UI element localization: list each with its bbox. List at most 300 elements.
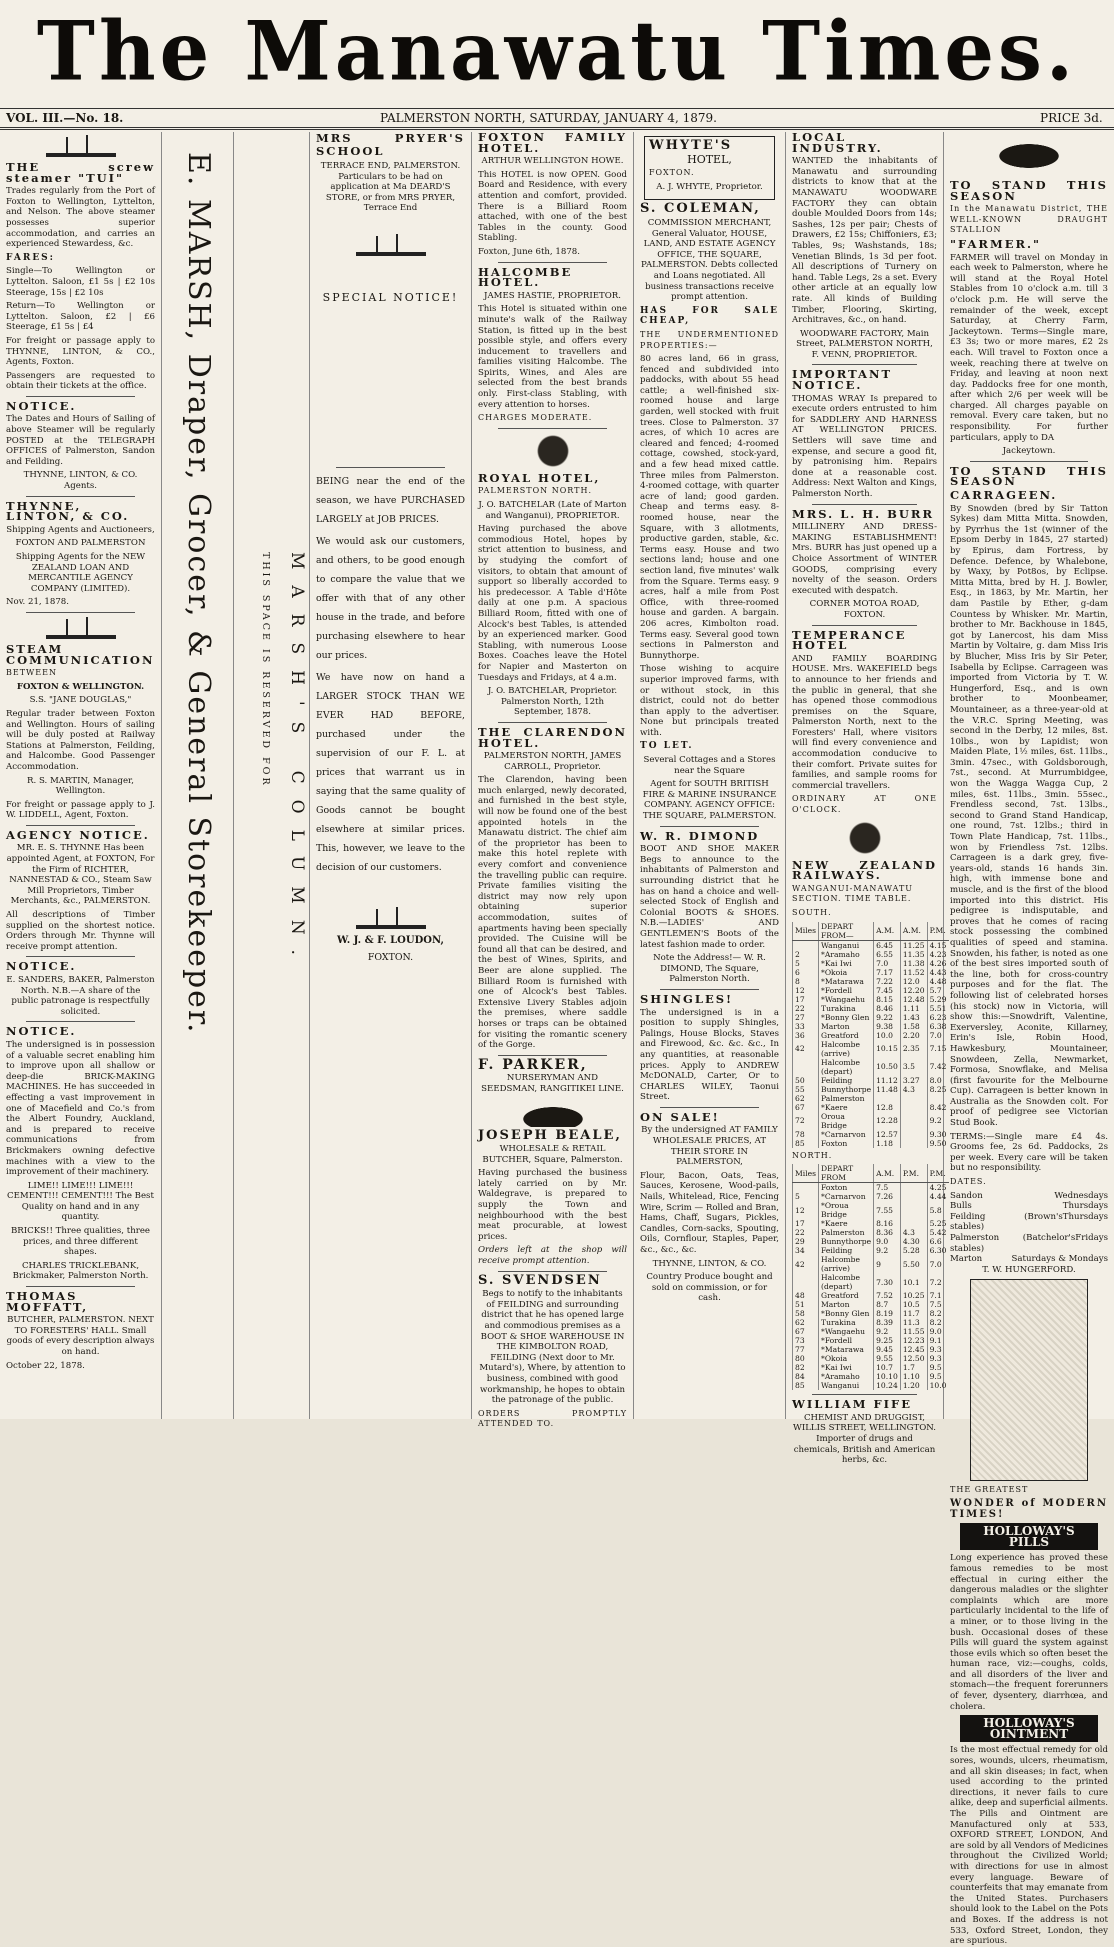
- timetable-cell: *Bonny Glen: [819, 1013, 874, 1022]
- carrageen-heading: TO STAND THIS SEASON: [950, 463, 1108, 489]
- timetable-cell: [874, 1094, 901, 1103]
- timetable-cell: [900, 1139, 927, 1148]
- timetable-cell: 12.50: [900, 1354, 927, 1363]
- whyte-place: FOXTON.: [649, 168, 695, 178]
- timetable-row: [793, 1381, 949, 1390]
- timetable-cell: 11.12: [874, 1076, 901, 1085]
- royal-hotel-place: PALMERSTON NORTH.: [478, 486, 593, 496]
- steam-freight: For freight or passage apply to J. W. LIDDELL, Agent, Foxton.: [6, 799, 155, 821]
- timetable-row: [793, 1237, 949, 1246]
- tui-freight: For freight or passage apply to THYNNE, LINTON, & CO., Agents, Foxton.: [6, 335, 155, 368]
- timetable-cell: 6.23: [927, 1013, 948, 1022]
- dateline: PALMERSTON NORTH, SATURDAY, JANUARY 4, 1879.: [380, 111, 717, 125]
- dates-day: Saturdays & Mondays: [1011, 1254, 1108, 1265]
- timetable-cell: Oroua Bridge: [819, 1112, 874, 1130]
- timetable-cell: Halcombe (arrive): [819, 1255, 874, 1273]
- timetable-cell: 1.20: [900, 1381, 927, 1390]
- timetable-row: [793, 968, 949, 977]
- timetable-row: [793, 1354, 949, 1363]
- steamer-icon: [36, 135, 126, 159]
- timetable-cell: 6.38: [927, 1022, 948, 1031]
- beale-body: Having purchased the business lately carried on by Mr. Waldegrave, is prepared to supply the Town and neighbourhood with the best meat procurable, at lowest prices.: [478, 1168, 627, 1242]
- timetable-cell: [793, 940, 819, 950]
- timetable-cell: Marton: [819, 1300, 874, 1309]
- timetable-cell: 4.30: [900, 1237, 927, 1246]
- timetable-row: [793, 1327, 949, 1336]
- timetable-cell: 7.26: [874, 1192, 901, 1201]
- column-4: [310, 132, 472, 1419]
- clarendon-proprietor: PALMERSTON NORTH, JAMES CARROLL, Proprietor.: [483, 751, 622, 772]
- timetable-header-cell: P.M.: [927, 922, 948, 941]
- timetable-cell: 7.30: [874, 1273, 901, 1291]
- notice-body: The Dates and Hours of Sailing of above Steamer will be regularly POSTED at the TELEGRAPH OFFICES of Palmerston, Sandon and Feilding.: [6, 414, 155, 467]
- steam-between: BETWEEN: [6, 668, 57, 678]
- shingles-heading: SHINGLES!: [640, 991, 734, 1006]
- agency-heading: AGENCY NOTICE.: [6, 827, 150, 842]
- tui-passengers: Passengers are requested to obtain their tickets at the office.: [6, 370, 155, 392]
- holloway-caption: THE GREATEST: [950, 1485, 1029, 1495]
- steam-signature: R. S. MARTIN, Manager, Wellington.: [27, 775, 134, 797]
- timetable-cell: 8.2: [927, 1318, 948, 1327]
- farmer-body: FARMER will travel on Monday in each week to Palmerston, where he will stand at the Royal Hotel Stables from 10 o'clock a.m. till 3 o'clock p.m. He will serve the remainder of the week, except Saturday, at Cherry Farm, Jackeytown. Terms—Single mare, £3 3s; two or more mares, £2 2s each. Will travel to Foxton once a week, reaching there at twelve on Friday, and leaving at noon next day. Paddocks free for one month, after which 2/6 per week will be charged. All charges payable on removal. Every care taken, but no responsibility. For further particulars, apply to DA: [950, 252, 1108, 443]
- bricks-notice: BRICKS!! Three qualities, three prices, and three different shapes.: [10, 1226, 151, 1258]
- royal-hotel-body: Having purchased the above commodious Hotel, hopes by strict attention to business, and by studying the comfort of visitors, to obtain that amount of support so liberally accorded to his predecessor. A Table d'Hôte daily at one p.m. A spacious Billiard Room, fitted with one of Alcock's best Tables, is attended by an experienced marker. Good Stabling, with numerous Loose Boxes. Coaches leave the Hotel for Napier and Masterton on Tuesdays and Fridays, at 4 a.m.: [478, 524, 627, 683]
- timetable-cell: 2: [793, 950, 819, 959]
- fares-return: Return—To Wellington or Lyttelton. Saloon, £2 | £6 Steerage, £1 5s | £4: [6, 301, 155, 333]
- fares-heading: FARES:: [6, 252, 56, 263]
- timetable-row: [793, 1318, 949, 1327]
- royal-crest-icon: [835, 820, 895, 856]
- timetable-cell: 7.0: [927, 1031, 948, 1040]
- clarendon-body: The Clarendon, having been much enlarged, newly decorated, and furnished in the best style, will now be found one of the best appointed hotels in the Manawatu district. The chief aim of the proprietor has been to make this hotel replete with every comfort and convenience the travelling public can require. Private families visiting the district may now rely upon obtaining superior accommodation, suites of apartments having been specially provided. The Cuisine will be found all that can be desired, and the best of Wines, Spirits, and Beer are alone supplied. The Billiard Room is furnished with one of Alcock's best Tables. Extensive Livery Stables adjoin the premises, where saddle horses or traps can be obtained for visiting the romantic scenery of the Gorge.: [478, 775, 627, 1051]
- timetable-cell: 7.1: [927, 1291, 948, 1300]
- timetable-row: [793, 1291, 949, 1300]
- moffatt-heading: THOMAS MOFFATT,: [6, 1289, 89, 1314]
- timetable-cell: 58: [793, 1309, 819, 1318]
- industry-heading: LOCAL INDUSTRY.: [792, 130, 883, 155]
- dates-place: Feilding (Brown's stables): [950, 1211, 1063, 1233]
- pryer-heading: MRS PRYER'S SCHOOL: [316, 131, 465, 158]
- timetable-cell: 4.48: [927, 977, 948, 986]
- tui-heading: THE screw steamer "TUI": [6, 160, 155, 185]
- timetable-cell: Greatford: [819, 1291, 874, 1300]
- dateline-bar: [0, 108, 1114, 130]
- timetable-cell: *Fordell: [819, 1336, 874, 1345]
- timetable-cell: 67: [793, 1103, 819, 1112]
- column-3: [234, 132, 310, 1419]
- timetable-cell: 5: [793, 1192, 819, 1201]
- timetable-cell: [793, 1183, 819, 1193]
- shingles-body: The undersigned is in a position to supply Shingles, Palings, House Blocks, Staves and Firewood, &c. &c. &c., In any quantities, at reasonable prices. Apply to ANDREW McDONALD, Carter, Or to CHARLES WILEY, Taonui Street.: [640, 1007, 779, 1103]
- timetable-cell: Feilding: [819, 1246, 874, 1255]
- dates-day: Wednesdays: [1054, 1190, 1108, 1201]
- timetable-cell: 11.25: [900, 940, 927, 950]
- timetable-cell: 8.19: [874, 1309, 901, 1318]
- timetable-cell: *Bonny Glen: [819, 1309, 874, 1318]
- timetable-row: [793, 995, 949, 1004]
- timetable-cell: 3.27: [900, 1076, 927, 1085]
- timetable-cell: 11.38: [900, 959, 927, 968]
- timetable-cell: 17: [793, 1219, 819, 1228]
- timetable-cell: 8.36: [874, 1228, 901, 1237]
- timetable-cell: 9.3: [927, 1354, 948, 1363]
- timetable-cell: 12.0: [900, 977, 927, 986]
- foxton-hotel-heading: FOXTON FAMILY HOTEL.: [478, 130, 627, 155]
- timetable-cell: 10.0: [874, 1031, 901, 1040]
- timetable-header-cell: A.M.: [874, 922, 901, 941]
- column-6: [634, 132, 786, 1419]
- temperance-heading: TEMPERANCE HOTEL: [792, 627, 907, 653]
- timetable-cell: 82: [793, 1363, 819, 1372]
- dates-place: Marton: [950, 1254, 983, 1265]
- svendsen-body: Begs to notify to the inhabitants of FEILDING and surrounding district that he has opened large and commodious premises as a BOOT & SHOE WAREHOUSE IN THE KIMBOLTON ROAD, FEILDING (Next door to Mr. Mutard's), Where, by attention to business, combined with good workmanship, he hopes to obtain the patronage of the public.: [479, 1289, 626, 1406]
- timetable-cell: 10.1: [900, 1273, 927, 1291]
- timetable-cell: 6: [793, 968, 819, 977]
- timetable-cell: 33: [793, 1022, 819, 1031]
- timetable-row: [793, 1103, 949, 1112]
- carrageen-body: By Snowden (bred by Sir Tatton Sykes) dam Mitta Mitta. Snowden, by Pyrrhus the 1st (winner of the Epsom Derby in 1845, 27 started) by Epirus, dam Fortress, by Defence. Defence, by Whalebone, by Waxy, by Pot8os, by Eclipse. Mitta Mitta, bred by H. J. Bowler, Esq., in 1863, by Mr. Martin, her dam Pastile by Ether, g-dam Countess by Whisker. Mr. Martin, brother to Mr. Backhouse in 1845, got by Lanercost, his dam Miss Martin by Voltaire, g. dam Miss Iris by Blucher, Miss Iris by Sir Peter, Isabella by Eclipse. Carrageen was imported from Victoria by T. W. Hungerford, Esq., and is own brother to Moonbeamer, Mountaineer, as a three-year-old at the V.R.C. Spring Meeting, was second in the Derby, 12 miles, 8st. 10lbs., won by Lapidist; won Maiden Plate, 1½ miles, 6st. 11lbs., 3min. 47sec., with Goldsborough, 7st., second. At Murrumbidgee, won the Wagga Wagga Cup, 2 miles, 6st. 11lbs., 3min. 55sec., Frendless second, 7st. 13lbs., second to Grand Stand Handicap, one round, 7st. 12lbs.; third in Town Plate Handicap, 7st. 11lbs., won by Friendless 7st. 12lbs. Carrageen is a dark grey, five-years-old, stands 16 hands 3in. high, with immense bone and muscle, and is the first of the blood imported into this district. His pedigree is indisputable, and proves that he comes of racing stock possessing the combined qualities of speed and stamina. Snowden, his father, is noted as one of the best sires imported south of the line, both for cross-country purposes and for the flat. The following list of celebrated horses (his stock) now in Victoria, will show this:—Snowdrift, Valentine, Exerversley, Aconite, Killarney, Erin's Isle, Robin Hood, Hawkesbury, Mountaineer, Snowdeen, Zella, Newmarket, Formosa, Snowflake, and Melisa (first favourite for the Melbourne Cup). Carrageen is better known in Australia as the Snowden colt. For proof of pedigree see Victorian Stud Book.: [950, 503, 1108, 1129]
- timetable-row: [793, 986, 949, 995]
- svendsen-heading: S. SVENDSEN: [478, 1272, 602, 1288]
- timetable-cell: 55: [793, 1085, 819, 1094]
- timetable-cell: 4.26: [927, 959, 948, 968]
- timetable-row: [793, 1246, 949, 1255]
- farmer-signature: Jackeytown.: [1002, 446, 1056, 457]
- thynne-date: Nov. 21, 1878.: [6, 597, 69, 608]
- special-notice: SPECIAL NOTICE!: [322, 290, 459, 304]
- timetable-cell: 5.28: [900, 1246, 927, 1255]
- beale-orders: Orders left at the shop will receive prompt attention.: [478, 1245, 627, 1267]
- timetable-cell: 9.30: [927, 1130, 948, 1139]
- industry-signature: WOODWARE FACTORY, Main Street, PALMERSTON NORTH, F. VENN, PROPRIETOR.: [796, 328, 933, 360]
- holloway-pills-body: Long experience has proved these famous remedies to be most effectual in curing either the dangerous maladies or the slighter complaints which are more particularly incidental to the life of a miner, or to those living in the bush. Occasional doses of these Pills will guard the system against those evils which so often beset the human race, viz:—coughs, colds, and all disorders of the liver and stomach—the frequent forerunners of fever, dysentery, diarrhœa, and cholera.: [950, 1553, 1108, 1712]
- timetable-cell: *Aramaho: [819, 1372, 874, 1381]
- timetable-cell: 8.46: [874, 1004, 901, 1013]
- north-timetable: [792, 1164, 949, 1390]
- temperance-body: AND FAMILY BOARDING HOUSE. Mrs. WAKEFIELD begs to announce to her friends and the public in general, that she has opened those commodious premises on the Square, Palmerston North, next to the Foresters' Hall, where visitors will find every convenience and accommodation conducive to their comfort. Private suites for families, and sample rooms for commercial travellers.: [792, 653, 937, 791]
- on-sale-body: By the undersigned AT FAMILY WHOLESALE PRICES, AT THEIR STORE IN PALMERSTON,: [641, 1125, 778, 1168]
- masthead: [0, 0, 1114, 108]
- timetable-cell: 7.15: [927, 1040, 948, 1058]
- timetable-cell: 9.45: [874, 1345, 901, 1354]
- sale-heading: HAS FOR SALE CHEAP,: [640, 305, 779, 327]
- whyte-proprietor: A. J. WHYTE, Proprietor.: [656, 181, 763, 192]
- being-paragraph: BEING near the end of the season, we have PURCHASED LARGELY at JOB PRICES.: [316, 475, 465, 525]
- timetable-row: [793, 1013, 949, 1022]
- timetable-row: [793, 1300, 949, 1309]
- timetable-cell: 48: [793, 1291, 819, 1300]
- horse-icon: [989, 136, 1069, 176]
- timetable-cell: 10.24: [874, 1381, 901, 1390]
- timetable-cell: 4.25: [927, 1183, 948, 1193]
- timetable-cell: 8.16: [874, 1219, 901, 1228]
- timetable-row: [793, 1112, 949, 1130]
- timetable-header-cell: Miles: [793, 922, 819, 941]
- column-2: [162, 132, 234, 1419]
- timetable-row: [793, 1031, 949, 1040]
- timetable-row: [793, 977, 949, 986]
- whyte-hotel: HOTEL,: [687, 152, 732, 166]
- on-sale-items: Flour, Bacon, Oats, Teas, Sauces, Kerosene, Wood-pails, Nails, Whitelead, Rice, Fencing Wire, Scrim — Rolled and Bran, Hams, Chaff, Sugars, Pickles, Candles, Corn-sacks, Spouting, Oils, Cornflour, Staples, Paper, &c., &c., &c.: [640, 1170, 780, 1255]
- timetable-cell: 7.22: [874, 977, 901, 986]
- timetable-cell: 5.7: [927, 986, 948, 995]
- timetable-cell: 10.10: [874, 1372, 901, 1381]
- timetable-cell: 5.50: [900, 1255, 927, 1273]
- timetable-row: [793, 1345, 949, 1354]
- holloway-wonder: WONDER of MODERN TIMES!: [950, 1497, 1108, 1520]
- timetable-cell: Greatford: [819, 1031, 874, 1040]
- timetable-cell: *Matarawa: [819, 1345, 874, 1354]
- burr-body: MILLINERY AND DRESS-MAKING ESTABLISHMENT! Mrs. BURR has just opened up a Choice Assortment of WINTER GOODS, comprising every novelty of the season. Orders executed with despatch.: [792, 522, 937, 596]
- timetable-cell: 11.7: [900, 1309, 927, 1318]
- timetable-cell: 1.18: [874, 1139, 901, 1148]
- sale-note: Those wishing to acquire superior improved farms, with or without stock, in this district, could not do better than apply to the advertiser. None but principals treated with.: [640, 664, 779, 738]
- timetable-cell: 50: [793, 1076, 819, 1085]
- timetable-cell: *Kaere: [819, 1103, 874, 1112]
- farmer-heading: TO STAND THIS SEASON: [950, 178, 1108, 203]
- timetable-cell: [900, 1130, 927, 1139]
- timetable-cell: 42: [793, 1040, 819, 1058]
- notice-signature: THYNNE, LINTON, & CO. Agents.: [23, 470, 138, 492]
- fife-body: CHEMIST AND DRUGGIST, WILLIS STREET, WELLINGTON. Importer of drugs and chemicals, British and American herbs, &c.: [793, 1412, 936, 1466]
- timetable-cell: 10.15: [874, 1040, 901, 1058]
- timetable-row: [793, 1076, 949, 1085]
- dates-place: Sandon: [950, 1190, 983, 1201]
- timetable-cell: [900, 1094, 927, 1103]
- marsh-column-title: MARSH'S COLUMN.: [287, 552, 307, 971]
- timetable-cell: 7.0: [927, 1255, 948, 1273]
- marsh-storekeeper-title: E. MARSH, Draper, Grocer, & General Storekeeper.: [181, 152, 216, 1035]
- cattle-icon: [513, 1099, 593, 1127]
- to-let-body: Several Cottages and a Stores near the Square: [643, 755, 776, 776]
- timetable-cell: 7.17: [874, 968, 901, 977]
- columns: [0, 130, 1114, 1947]
- timetable-cell: *Carnarvon: [819, 1130, 874, 1139]
- timetable-cell: Halcombe (depart): [819, 1273, 874, 1291]
- timetable-cell: 67: [793, 1327, 819, 1336]
- dimond-body: BOOT AND SHOE MAKER Begs to announce to the inhabitants of Palmerston and surrounding district that he has on hand a choice and well-selected Stock of English and Colonial BOOTS & SHOES. N.B.—LADIES' AND GENTLEMEN'S Boots of the latest fashion made to order.: [640, 844, 779, 950]
- lime-notice: LIME!! LIME!!! LIME!!! CEMENT!!! CEMENT!!! The Best Quality on hand and in any quantity.: [7, 1180, 154, 1223]
- whyte-hotel-box: [644, 136, 775, 200]
- timetable-cell: [900, 1183, 927, 1193]
- timetable-cell: 6.55: [874, 950, 901, 959]
- timetable-cell: 8.7: [874, 1300, 901, 1309]
- timetable-cell: 1.43: [900, 1013, 927, 1022]
- timetable-cell: 9.1: [927, 1336, 948, 1345]
- timetable-row: [793, 1085, 949, 1094]
- timetable-cell: 85: [793, 1139, 819, 1148]
- timetable-cell: 12.23: [900, 1336, 927, 1345]
- timetable-cell: Wanganui: [819, 1381, 874, 1390]
- loudon-place: FOXTON.: [367, 951, 414, 963]
- timetable-cell: *Okoia: [819, 1354, 874, 1363]
- timetable-cell: *Kai Iwi: [819, 959, 874, 968]
- steam-body: Regular trader between Foxton and Wellington. Hours of sailing will be duly posted at Railway Stations at Palmerston, Feilding, and Halcombe. Good Passenger Accommodation.: [6, 708, 155, 772]
- timetable-cell: *Fordell: [819, 986, 874, 995]
- timetable-row: [793, 1094, 949, 1103]
- timetable-cell: 78: [793, 1130, 819, 1139]
- timetable-row: [793, 1336, 949, 1345]
- agency-body-2: All descriptions of Timber supplied on the shortest notice. Orders through Mr. Thynne will receive prompt attention.: [6, 910, 155, 952]
- brick-heading: NOTICE.: [6, 1024, 77, 1039]
- timetable-cell: [900, 1201, 927, 1219]
- steam-heading: STEAM COMMUNICATION: [6, 641, 155, 667]
- beale-subheading: WHOLESALE & RETAIL BUTCHER, Square, Palmerston.: [482, 1144, 623, 1165]
- timetable-cell: 29: [793, 1237, 819, 1246]
- timetable-cell: 2.35: [900, 1040, 927, 1058]
- steam-route: FOXTON & WELLINGTON.: [16, 681, 145, 692]
- timetable-cell: 11.3: [900, 1318, 927, 1327]
- notice-heading: NOTICE.: [6, 398, 77, 413]
- timetable-cell: 12.57: [874, 1130, 901, 1139]
- dates-row: [950, 1201, 1108, 1212]
- timetable-cell: 5.25: [927, 1219, 948, 1228]
- timetable-cell: 9.38: [874, 1022, 901, 1031]
- halcombe-proprietor: JAMES HASTIE, PROPRIETOR.: [484, 290, 621, 301]
- timetable-cell: Palmerston: [819, 1094, 874, 1103]
- steamer-icon: [346, 234, 436, 258]
- timetable-cell: 22: [793, 1004, 819, 1013]
- fife-heading: WILLIAM FIFE: [792, 1397, 912, 1412]
- industry-body: WANTED the inhabitants of Manawatu and surrounding districts to know that at the MANAWATU WOODWARE FACTORY they can obtain double Moulded Doors from 14s; Sashes, 12s per pair; Chests of Drawers, £2 15s; Chiffoniers, £3; Tables, 9s; Washstands, 18s; Venetian Blinds, 1s 3d per foot. All descriptions of Turnery on hand. Table Legs, 2s a set. Every other article at an equally low rate. All kinds of Building Timber, Flooring, Skirting, Architraves, &c., on hand.: [792, 156, 937, 326]
- timetable-cell: Palmerston: [819, 1228, 874, 1237]
- timetable-cell: 10.5: [900, 1300, 927, 1309]
- holloway-pills-banner: HOLLOWAY'S PILLS: [960, 1523, 1098, 1550]
- timetable-cell: 6.30: [927, 1246, 948, 1255]
- timetable-cell: Turakina: [819, 1004, 874, 1013]
- timetable-cell: 4.3: [900, 1228, 927, 1237]
- timetable-row: [793, 1201, 949, 1219]
- thynne-heading: THYNNE, LINTON, & CO.: [6, 498, 130, 524]
- sale-body: 80 acres land, 66 in grass, fenced and subdivided into paddocks, with about 55 head cattle; a well-finished six-roomed house and large garden, well stocked with fruit trees. Close to Palmerston. 37 acres, of which 10 acres are cleared and fenced; 4-roomed cottage, cowshed, stock-yard, and a few head mixed cattle. Three miles from Palmerston. 4-roomed cottage, with quarter acre of land; good garden. Cheap and terms easy. 8-roomed house, near the Square, with 3 allotments, productive garden, stable, &c. Terms easy. House and two sections land; house and one section land, five minutes' walk from the Square. Terms easy. 9 acres, half a mile from Post Office, with three-roomed house and garden. A bargain. 206 acres, Kimbolton road. Terms easy. Several good town sections in Palmerston and Bunnythorpe.: [640, 354, 779, 661]
- timetable-cell: 62: [793, 1094, 819, 1103]
- timetable-header-cell: A.M.: [874, 1164, 901, 1183]
- timetable-cell: 4.23: [927, 950, 948, 959]
- parker-body: NURSERYMAN AND SEEDSMAN, RANGITIKEI LINE.: [481, 1073, 624, 1094]
- timetable-cell: 84: [793, 1372, 819, 1381]
- timetable-cell: 9.5: [927, 1363, 948, 1372]
- clarendon-heading: THE CLARENDON HOTEL.: [478, 724, 627, 750]
- timetable-cell: 9.2: [927, 1112, 948, 1130]
- timetable-cell: 9: [874, 1255, 901, 1273]
- timetable-cell: 34: [793, 1246, 819, 1255]
- timetable-cell: 9.0: [874, 1237, 901, 1246]
- halcombe-body: This Hotel is situated within one minute's walk of the Railway Station, is fitted up in the best possible style, and offers every inducement to travellers and families visiting Halcombe. The Spirits, Wines, and Ales are selected from the best brands only. First-class Stabling, with every attention to horses.: [478, 304, 627, 410]
- thynne-line-3: Shipping Agents for the NEW ZEALAND LOAN AND MERCANTILE AGENCY COMPANY (LIMITED).: [15, 552, 146, 594]
- coleman-body: COMMISSION MERCHANT, General Valuator, HOUSE, LAND, AND ESTATE AGENCY OFFICE, THE SQUARE, PALMERSTON. Debts collected and Loans negotiated. All business transactions receive prompt attention.: [640, 217, 779, 303]
- timetable-cell: 12.48: [900, 995, 927, 1004]
- timetable-cell: 4.44: [927, 1192, 948, 1201]
- timetable-cell: 9.2: [874, 1327, 901, 1336]
- timetable-cell: [793, 1058, 819, 1076]
- loudon-signature: W. J. & F. LOUDON,: [337, 934, 444, 946]
- timetable-cell: *Carnarvon: [819, 1192, 874, 1201]
- timetable-cell: Halcombe (depart): [819, 1058, 874, 1076]
- timetable-cell: 51: [793, 1300, 819, 1309]
- dates-place: Palmerston (Batchelor's stables): [950, 1233, 1076, 1254]
- farmer-subheading: In the Manawatu District, THE WELL-KNOWN DRAUGHT STALLION: [950, 204, 1108, 235]
- burr-heading: MRS. L. H. BURR: [792, 506, 935, 521]
- timetable-cell: 1.11: [900, 1004, 927, 1013]
- timetable-cell: 5.8: [927, 1201, 948, 1219]
- dates-list: [950, 1191, 1108, 1265]
- timetable-cell: 8.0: [927, 1076, 948, 1085]
- timetable-row: [793, 1040, 949, 1058]
- timetable-header-cell: DEPART FROM—: [819, 922, 874, 941]
- reserved-subtitle: THIS SPACE IS RESERVED FOR: [260, 552, 271, 788]
- timetable-cell: 5: [793, 959, 819, 968]
- timetable-cell: 12.28: [874, 1112, 901, 1130]
- timetable-row: [793, 1372, 949, 1381]
- timetable-cell: Foxton: [819, 1139, 874, 1148]
- carrageen-name: CARRAGEEN.: [950, 488, 1058, 503]
- timetable-cell: 85: [793, 1381, 819, 1390]
- timetable-cell: 7.52: [874, 1291, 901, 1300]
- timetable-row: [793, 1130, 949, 1139]
- on-sale-note: Country Produce bought and sold on commission, or for cash.: [646, 1272, 773, 1304]
- timetable-cell: 2.20: [900, 1031, 927, 1040]
- timetable-cell: 9.55: [874, 1354, 901, 1363]
- timetable-cell: *Wangaehu: [819, 1327, 874, 1336]
- railways-heading: NEW ZEALAND RAILWAYS.: [792, 857, 937, 883]
- beale-heading: JOSEPH BEALE,: [478, 1127, 622, 1143]
- dimond-signature: Note the Address!— W. R. DIMOND, The Square, Palmerston North.: [653, 953, 766, 985]
- timetable-cell: 9.3: [927, 1345, 948, 1354]
- timetable-cell: 5.42: [927, 1228, 948, 1237]
- timetable-cell: 6.45: [874, 940, 901, 950]
- sanders-body: E. SANDERS, BAKER, Palmerston North. N.B.—A share of the public patronage is respectfully solicited.: [6, 975, 155, 1017]
- sanders-heading: NOTICE.: [6, 959, 77, 974]
- timetable-row: [793, 1255, 949, 1273]
- timetable-cell: 1.10: [900, 1372, 927, 1381]
- timetable-cell: 80: [793, 1354, 819, 1363]
- timetable-cell: 9.5: [927, 1372, 948, 1381]
- timetable-cell: Bunnythorpe: [819, 1237, 874, 1246]
- dates-place: Bulls: [950, 1201, 972, 1212]
- holloway-ointment-body: Is the most effectual remedy for old sores, wounds, ulcers, rheumatism, and all skin diseases; in fact, when used according to the printed directions, it never fails to cure alike, deep and superficial ailments. The Pills and Ointment are Manufactured only at 533, OXFORD STREET, LONDON, And are sold by all Vendors of Medicines throughout the Civilized World; with directions for use in almost every language. Beware of counterfeits that may emanate from the United States. Purchasers should look to the Label on the Pots and Boxes. If the address is not 533, Oxford Street, London, they are spurious.: [950, 1745, 1108, 1947]
- timetable-cell: 62: [793, 1318, 819, 1327]
- holloway-illustration: [970, 1279, 1088, 1481]
- timetable-cell: [793, 1273, 819, 1291]
- timetable-row: [793, 959, 949, 968]
- timetable-cell: 10.0: [927, 1381, 948, 1390]
- royal-hotel-heading: ROYAL HOTEL,: [478, 470, 601, 485]
- timetable-cell: *Matarawa: [819, 977, 874, 986]
- on-sale-signature: THYNNE, LINTON, & CO.: [652, 1258, 767, 1269]
- dates-row: [950, 1254, 1108, 1265]
- south-timetable: [792, 922, 949, 1148]
- stock-paragraph: We have now on hand a LARGER STOCK THAN WE EVER HAD BEFORE, purchased under the supervision of our F. L. at prices that warrant us in saying that the same quality of Goods cannot be bought elsewhere at similar prices. This, however, we leave to the decision of our customers.: [316, 671, 465, 873]
- coleman-heading: S. COLEMAN,: [640, 201, 761, 217]
- dates-day: Fridays: [1075, 1233, 1108, 1243]
- thynne-line-1: Shipping Agents and Auctioneers,: [6, 524, 155, 535]
- timetable-cell: 12.8: [874, 1103, 901, 1112]
- column-8: [944, 132, 1114, 1947]
- timetable-cell: [900, 1103, 927, 1112]
- timetable-row: [793, 1004, 949, 1013]
- dates-heading: DATES.: [950, 1177, 987, 1187]
- timetable-row: [793, 940, 949, 950]
- column-1: [0, 132, 162, 1419]
- timetable-cell: 11.52: [900, 968, 927, 977]
- timetable-cell: 8.39: [874, 1318, 901, 1327]
- timetable-row: [793, 1139, 949, 1148]
- wray-body: THOMAS WRAY Is prepared to execute orders entrusted to him for SADDLERY AND HARNESS AT WELLINGTON PRICES. Settlers will save time and expense, and secure a good fit, by patronising him. Repairs done at a reasonable cost. Address: Next Walton and Kings, Palmerston North.: [792, 393, 937, 499]
- timetable-cell: [900, 1219, 927, 1228]
- timetable-row: [793, 1228, 949, 1237]
- timetable-cell: Wanganui: [819, 940, 874, 950]
- timetable-cell: 42: [793, 1255, 819, 1273]
